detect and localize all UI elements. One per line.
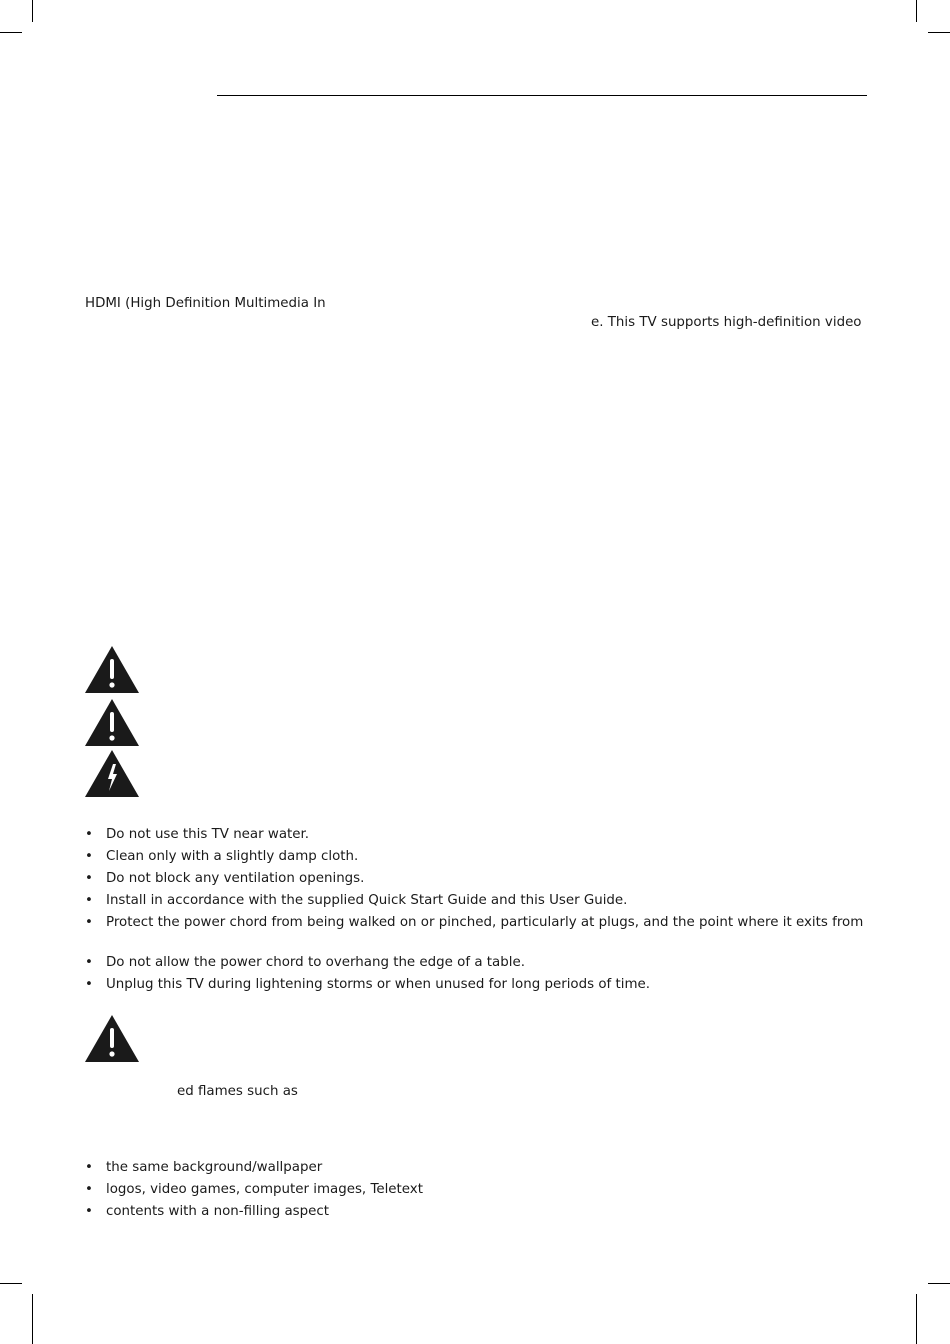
crop-mark-bottom-left-v [32, 1294, 33, 1344]
burn-in-list [85, 1157, 423, 1223]
exclamation-warning-icon [84, 645, 140, 694]
exclamation-warning-icon [84, 698, 140, 747]
exclamation-warning-icon [84, 1014, 140, 1063]
list-item: • logos, video games, computer images, Teletext [85, 1179, 423, 1201]
crop-mark-bottom-right-v [916, 1294, 917, 1344]
crop-mark-bottom-left-h [0, 1283, 22, 1284]
list-item: • Unplug this TV during lightening storms or when unused for long periods of time. [85, 974, 650, 996]
crop-mark-top-right-h [928, 32, 950, 33]
bullet: • [85, 893, 93, 908]
bullet: • [85, 849, 93, 864]
bullet: • [85, 827, 93, 842]
bullet: • [85, 871, 93, 886]
bullet: • [85, 1204, 93, 1219]
lightning-warning-icon [84, 749, 140, 798]
header-rule [217, 95, 867, 96]
bullet: • [85, 977, 93, 992]
bullet: • [85, 1160, 93, 1175]
bullet: • [85, 1182, 93, 1197]
list-item: • Do not allow the power chord to overhang the edge of a table. [85, 952, 650, 974]
list-item: • Install in accordance with the supplied Quick Start Guide and this User Guide. [85, 890, 863, 912]
safety-list-continued [85, 952, 650, 996]
list-item: • Do not block any ventilation openings. [85, 868, 863, 890]
bullet: • [85, 915, 93, 930]
list-item: • the same background/wallpaper [85, 1157, 423, 1179]
list-item: • Clean only with a slightly damp cloth. [85, 846, 863, 868]
hdmi-text-line-2: e. This TV supports high-definition video [591, 315, 862, 330]
crop-mark-top-right-v [916, 0, 917, 22]
crop-mark-top-left-v [32, 0, 33, 22]
list-item: • contents with a non-filling aspect [85, 1201, 423, 1223]
safety-list [85, 824, 863, 934]
hdmi-text-line-1: HDMI (High Definition Multimedia In [85, 296, 326, 311]
crop-mark-top-left-h [0, 32, 22, 33]
list-item: • Do not use this TV near water. [85, 824, 863, 846]
crop-mark-bottom-right-h [928, 1283, 950, 1284]
flame-text: ed flames such as [177, 1084, 298, 1099]
list-item: • Protect the power chord from being walked on or pinched, particularly at plugs, and the point where it exits from [85, 912, 863, 934]
bullet: • [85, 955, 93, 970]
